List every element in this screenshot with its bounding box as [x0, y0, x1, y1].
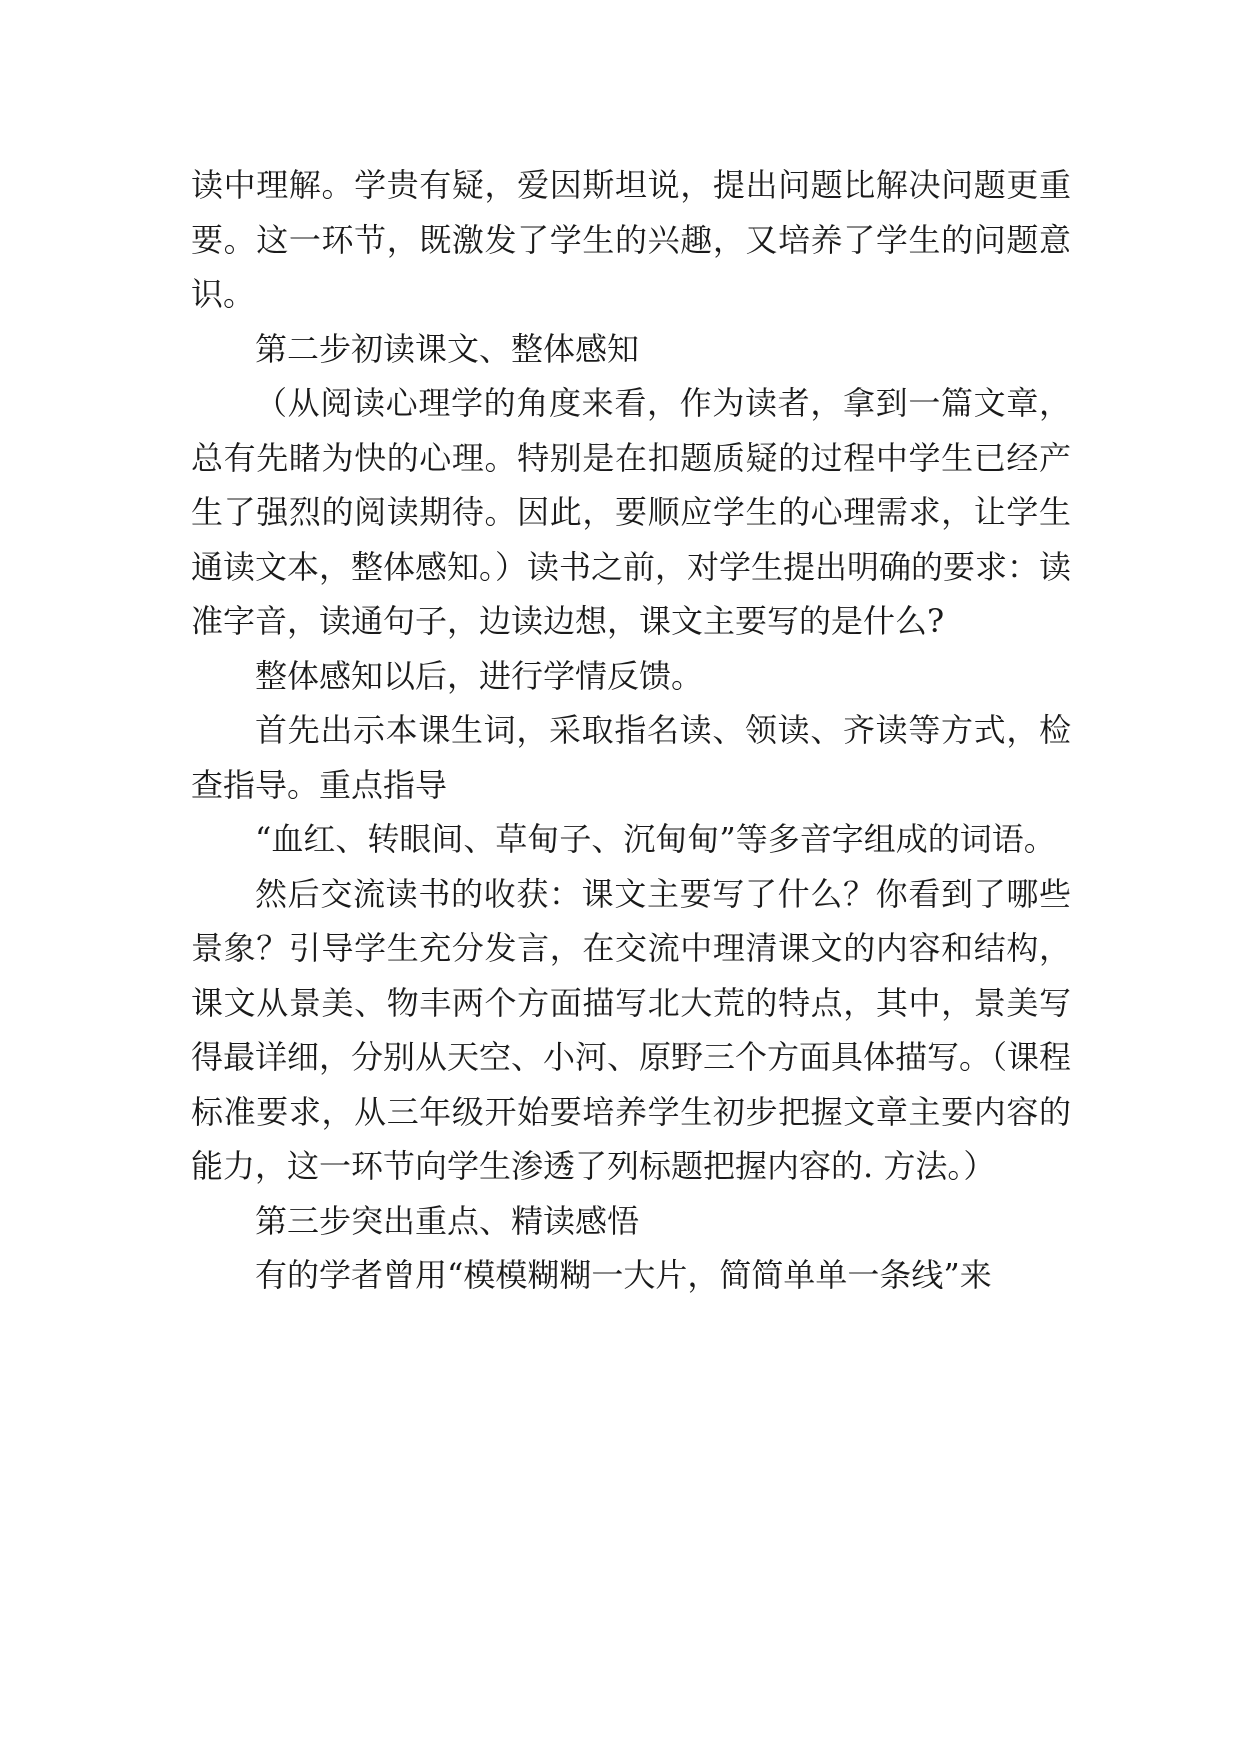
paragraph-9: 有的学者曾用“模模糊糊一大片，简简单单一条线”来 [255, 1256, 992, 1294]
paragraph-6: “血红、转眼间、草甸子、沉甸甸”等多音字组成的词语。 [255, 820, 1056, 858]
paragraph-5: 首先出示本课生词，采取指名读、领读、齐读等方式，检查指导。重点指导 [191, 711, 1071, 804]
paragraph-1: 读中理解。学贵有疑，爱因斯坦说，提出问题比解决问题更重要。这一环节，既激发了学生的兴趣，又培养了学生的问题意识。 [191, 166, 1071, 313]
paragraph-4: 整体感知以后，进行学情反馈。 [255, 656, 704, 695]
section-heading-step-2: 第二步初读课文、整体感知 [255, 329, 640, 368]
paragraph-7: 然后交流读书的收获：课文主要写了什么？你看到了哪些景象？引导学生充分发言，在交流中理清课文的内容和结构，课文从景美、物丰两个方面描写北大荒的特点，其中，景美写得最详细，分别从天空、小河、原野三个方面具体描写。（课程标准要求，从三年级开始要培养学生初步把握文章主要内容的能力，这一环节向学生渗透了列标题把握内容的. 方法。） [191, 874, 1072, 1185]
paragraph-3: （从阅读心理学的角度来看，作为读者，拿到一篇文章，总有先睹为快的心理。特别是在扣题质疑的过程中学生已经产生了强烈的阅读期待。因此，要顺应学生的心理需求，让学生通读文本，整体感知。）读书之前，对学生提出明确的要求：读准字音，读通句子，边读边想，课文主要写的是什么? [191, 384, 1072, 640]
body-text [191, 158, 1071, 1303]
section-heading-step-3: 第三步突出重点、精读感悟 [255, 1201, 640, 1240]
